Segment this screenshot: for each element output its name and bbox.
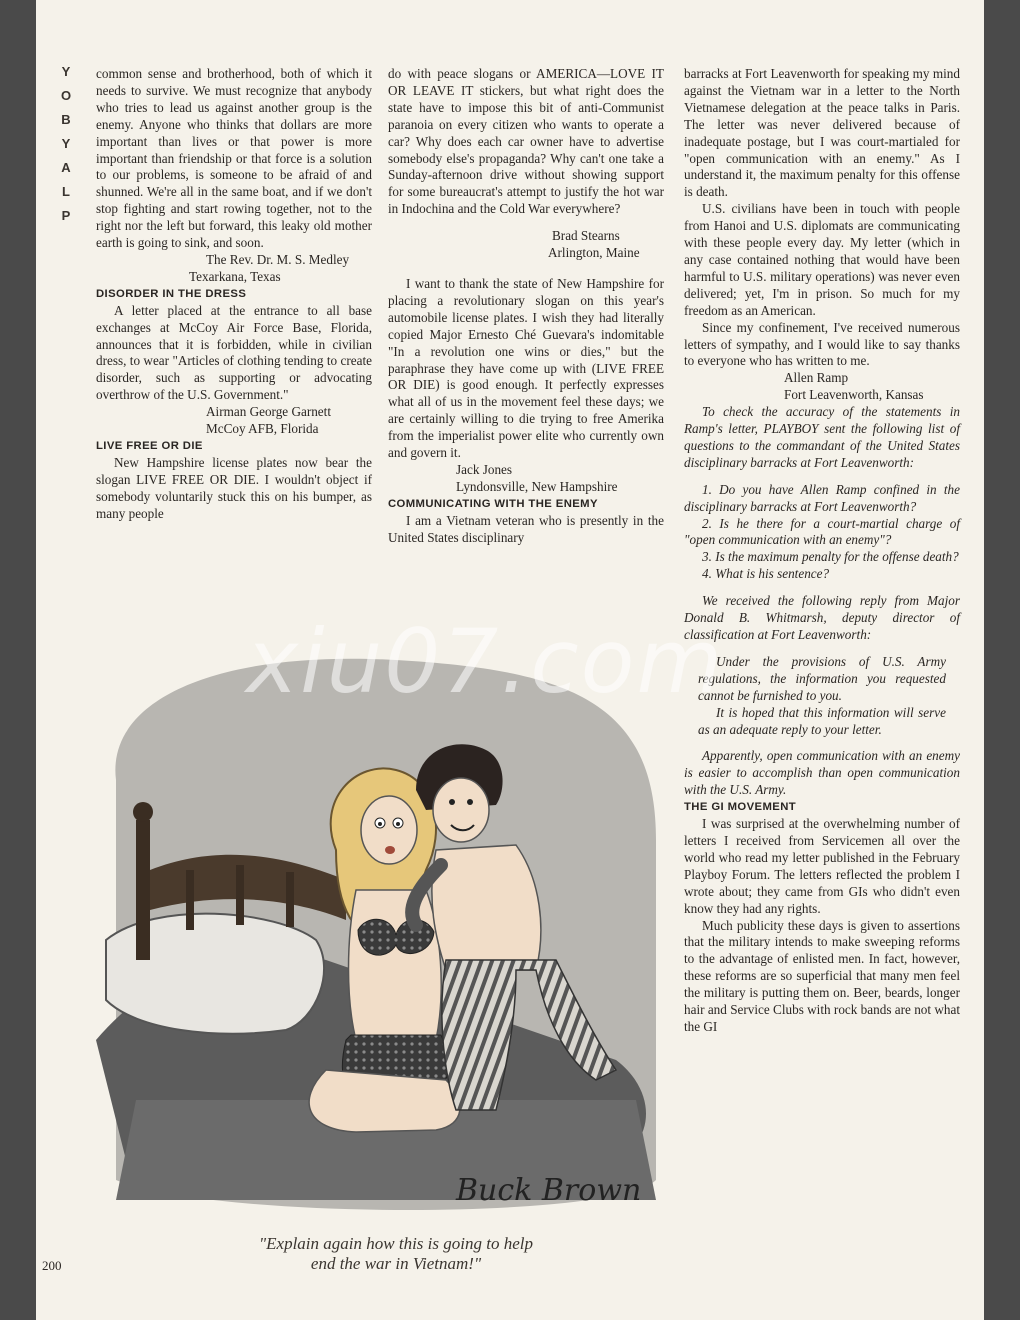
magazine-page xyxy=(36,0,984,1320)
brand-letter: B xyxy=(61,112,71,127)
column-2 xyxy=(388,66,664,546)
letter-body: I want to thank the state of New Hampshire for placing a revolutionary slogan on this year's automobile license plates. I wish they had literally copied Major Ernesto Ché Guevara's indomitable "In a revolution one wins or dies," but the paraphrase they have come up with (LIVE FREE OR DIE) is good enough. It perfectly expresses what all of us in the movement feel these days; we are certainly willing to die trying to free Amerika from the imperialist power elite who currently own and govern it. xyxy=(388,275,664,461)
editor-note: We received the following reply from Major Donald B. Whitmarsh, deputy director of classification at Fort Leavenworth: xyxy=(684,593,960,642)
letter-signature: Allen Ramp xyxy=(784,370,849,386)
letter-body: I am a Vietnam veteran who is presently in the United States disciplinary xyxy=(388,512,664,545)
question-item: 4. What is his sentence? xyxy=(702,566,830,582)
letter-signature: Airman George Garnett xyxy=(206,404,331,420)
question-item: 2. Is he there for a court-martial charge of "open communication with an enemy"? xyxy=(684,515,960,548)
editor-note: To check the accuracy of the statements in Ramp's letter, PLAYBOY sent the following list of questions to the commandant of the United States disciplinary barracks at Fort Leavenworth: xyxy=(684,404,960,470)
brand-letter: A xyxy=(61,160,71,175)
brand-letter: Y xyxy=(61,64,71,79)
question-item: 1. Do you have Allen Ramp confined in the disciplinary barracks at Fort Leavenworth? xyxy=(684,481,960,514)
letter-body: do with peace slogans or AMERICA—LOVE IT OR LEAVE IT stickers, but what right does the state have to impose this bit of anti-Communist paranoia on every citizen who wants to operate a car? Why does each car owner have to advertise somebody else's propaganda? Why can't one take a Sunday-afternoon drive without showing support for some bureaucrat's attempt to justify the hot war in Indochina and the Cold War everywhere? xyxy=(388,66,664,217)
letter-signature: The Rev. Dr. M. S. Medley xyxy=(206,251,350,267)
letter-location: Fort Leavenworth, Kansas xyxy=(784,387,924,403)
section-heading: DISORDER IN THE DRESS xyxy=(96,287,247,300)
letter-location: McCoy AFB, Florida xyxy=(206,421,319,437)
letter-location: Texarkana, Texas xyxy=(189,268,281,284)
page-number: 200 xyxy=(42,1258,62,1273)
letter-body: I was surprised at the overwhelming number of letters I received from Servicemen all over the world who read my letter published in the February Playboy Forum. The letters reflected the problem I wrote about; they came from GIs who didn't even know they had any rights. xyxy=(684,816,960,916)
playboy-vertical-logo xyxy=(56,60,76,228)
letter-signature: Jack Jones xyxy=(456,461,513,477)
watermark-text: xiu07.com xyxy=(246,610,725,713)
brand-letter: P xyxy=(61,208,71,223)
reply-quote: It is hoped that this information will serve as an adequate reply to your letter. xyxy=(698,704,946,737)
brand-letter: O xyxy=(60,88,72,103)
letter-body: A letter placed at the entrance to all base exchanges at McCoy Air Force Base, Florida, announces that it is forbidden, while in civilian dress, to wear "Articles of clothing tending to create disorder, such as supporting or advocating overthrow of the U.S. Government." xyxy=(96,302,372,403)
brand-letter: Y xyxy=(61,136,71,151)
letter-location: Arlington, Maine xyxy=(548,245,640,261)
reply-quote: Under the provisions of U.S. Army regulations, the information you requested cannot be furnished to you. xyxy=(698,653,946,703)
editor-note: Apparently, open communication with an enemy is easier to accomplish than open communication with the U.S. Army. xyxy=(684,748,960,798)
section-heading: THE GI MOVEMENT xyxy=(684,801,797,814)
letter-signature: Brad Stearns xyxy=(552,228,620,244)
letter-body: Since my confinement, I've received numerous letters of sympathy, and I would like to say thanks to everyone who has written to me. xyxy=(684,319,960,369)
question-item: 3. Is the maximum penalty for the offense death? xyxy=(702,549,959,565)
artist-signature: Buck Brown xyxy=(456,1173,642,1208)
section-heading: COMMUNICATING WITH THE ENEMY xyxy=(388,497,598,510)
letter-body: common sense and brotherhood, both of which it needs to survive. We must recognize that anybody who tries to lead us against another group is the enemy. Anyone who thinks that dollars are more important than lives or that power is more important than friendship or that force is a solution to our problems, is someone to be afraid of and shunned. We're all in the same boat, and if we don't stop fighting and start rowing together, not to the right nor the left but forward, this leaky old mother earth is going to sink, and soon. xyxy=(96,66,372,251)
letter-location: Lyndonsville, New Hampshire xyxy=(456,478,618,494)
letter-body: New Hampshire license plates now bear the slogan LIVE FREE OR DIE. I wouldn't object if somebody voluntarily stuck this on his bumper, as many people xyxy=(96,454,372,521)
column-3 xyxy=(684,66,960,1036)
column-1 xyxy=(96,66,372,522)
cartoon-caption xyxy=(176,1234,616,1274)
brand-letter: L xyxy=(62,184,70,199)
caption-line: end the war in Vietnam!" xyxy=(310,1254,482,1273)
letter-body: Much publicity these days is given to assertions that the military intends to make sweeping reforms to the advantage of enlisted men. In fact, however, these reforms are so superficial that many men feel the military is putting them on. Beer, beards, longer hair and Service Clubs with rock bands are not what the GI xyxy=(684,917,960,1034)
letter-body: barracks at Fort Leavenworth for speaking my mind against the Vietnam war in a letter to the North Vietnamese delegation at the peace talks in Paris. The letter was never delivered because of inadequate postage, but I was court-martialed for "open communication with an enemy." As I understand it, the maximum penalty for this offense is death. xyxy=(684,66,960,200)
section-heading: LIVE FREE OR DIE xyxy=(96,439,203,452)
letter-body: U.S. civilians have been in touch with people from Hanoi and U.S. diplomats are communicating with these people every day. My letter (which in any case contained nothing that would have been harmful to U.S. military operations) was never even delivered; yet, I'm in prison. So much for my freedom as an American. xyxy=(684,201,960,318)
caption-line: "Explain again how this is going to help xyxy=(259,1234,533,1253)
cartoon-illustration xyxy=(96,640,666,1230)
